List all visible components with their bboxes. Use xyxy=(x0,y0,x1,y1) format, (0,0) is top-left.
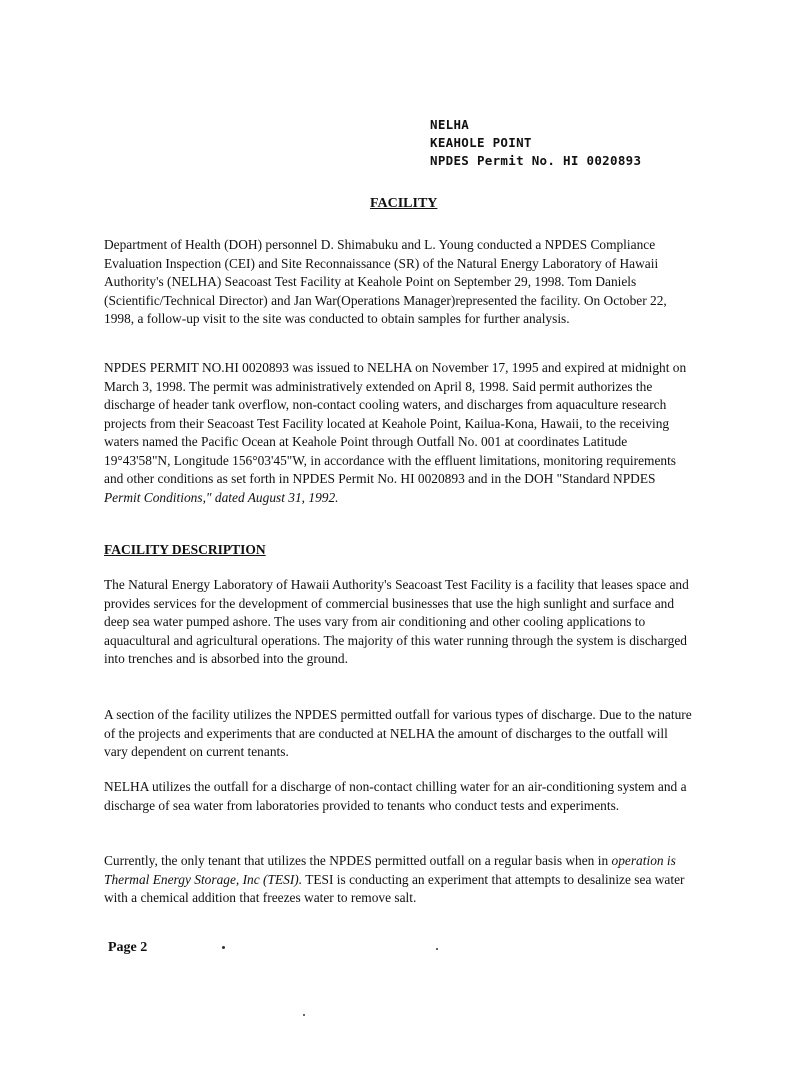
paragraph-outfall-use: NELHA utilizes the outfall for a discharge of non-contact chilling water for an air-conditioning system and a discharge of sea water from laboratories provided to tenants who conduct tests and experiments. xyxy=(104,779,687,813)
paragraph-facility-overview: The Natural Energy Laboratory of Hawaii Authority's Seacoast Test Facility is a facility that leases space and provides services for the development of commercial businesses that use the high sunlight and surface and deep sea water pumped ashore. The uses vary from air conditioning and other cooling applications to aquacultural and agricultural operations. The majority of this water running through the system is discharged into trenches and is absorbed into the ground. xyxy=(104,577,689,666)
paragraph-outfall-section: A section of the facility utilizes the NPDES permitted outfall for various types of discharge. Due to the nature of the projects and experiments that are conducted at NELHA the amount of discharges to the outfall will vary dependent on current tenants. xyxy=(104,707,692,759)
paragraph-tenant-intro: Currently, the only tenant that utilizes the NPDES permitted outfall on a regular basis when in xyxy=(104,853,609,868)
paragraph-tenant-detail: TESI is conducting an experiment that attempts to desalinize sea water with a chemical addition that freezes water to remove salt. xyxy=(104,871,685,905)
header-org: NELHA xyxy=(430,117,470,132)
page-number: Page 2 xyxy=(108,940,148,955)
facility-title: FACILITY xyxy=(370,196,438,211)
paragraph-tenant-name: operation is Thermal Energy Storage, Inc (TESI). xyxy=(104,853,676,887)
paragraph-tenant xyxy=(104,852,694,908)
scan-speck xyxy=(222,946,225,949)
paragraph-inspection: Department of Health (DOH) personnel D. Shimabuku and L. Young conducted a NPDES Compliance Evaluation Inspection (CEI) and Site Reconnaissance (SR) of the Natural Energy Laboratory of Hawaii Authority's (NELHA) Seacoast Test Facility at Keahole Point on September 29, 1998. Tom Daniels (Scientific/Technical Director) and Jan War(Operations Manager)represented the facility. On October 22, 1998, a follow-up visit to the site was conducted to obtain samples for further analysis. xyxy=(104,237,667,326)
scan-speck xyxy=(303,1014,305,1016)
header-permit-number: NPDES Permit No. HI 0020893 xyxy=(430,153,642,168)
paragraph-permit-text: NPDES PERMIT NO.HI 0020893 was issued to NELHA on November 17, 1995 and expired at midnight on March 3, 1998. The permit was administratively extended on April 8, 1998. Said permit authorizes the discharge of header tank overflow, non-contact cooling waters, and discharges from aquaculture research projects from their Seacoast Test Facility located at Keahole Point, Kailua-Kona, Hawaii, to the receiving waters named the Pacific Ocean at Keahole Point through Outfall No. 001 at coordinates Latitude 19°43'58"N, Longitude 156°03'45"W, in accordance with the effluent limitations, monitoring requirements and other conditions as set forth in NPDES Permit No. HI 0020893 and in the DOH "Standard NPDES xyxy=(104,360,687,486)
permit-header xyxy=(430,116,641,170)
header-location: KEAHOLE POINT xyxy=(430,135,532,150)
scan-speck xyxy=(436,948,438,950)
facility-description-heading: FACILITY DESCRIPTION xyxy=(104,542,266,557)
paragraph-permit xyxy=(104,359,694,507)
paragraph-permit-conditions: Permit Conditions," dated August 31, 1992. xyxy=(104,489,339,505)
